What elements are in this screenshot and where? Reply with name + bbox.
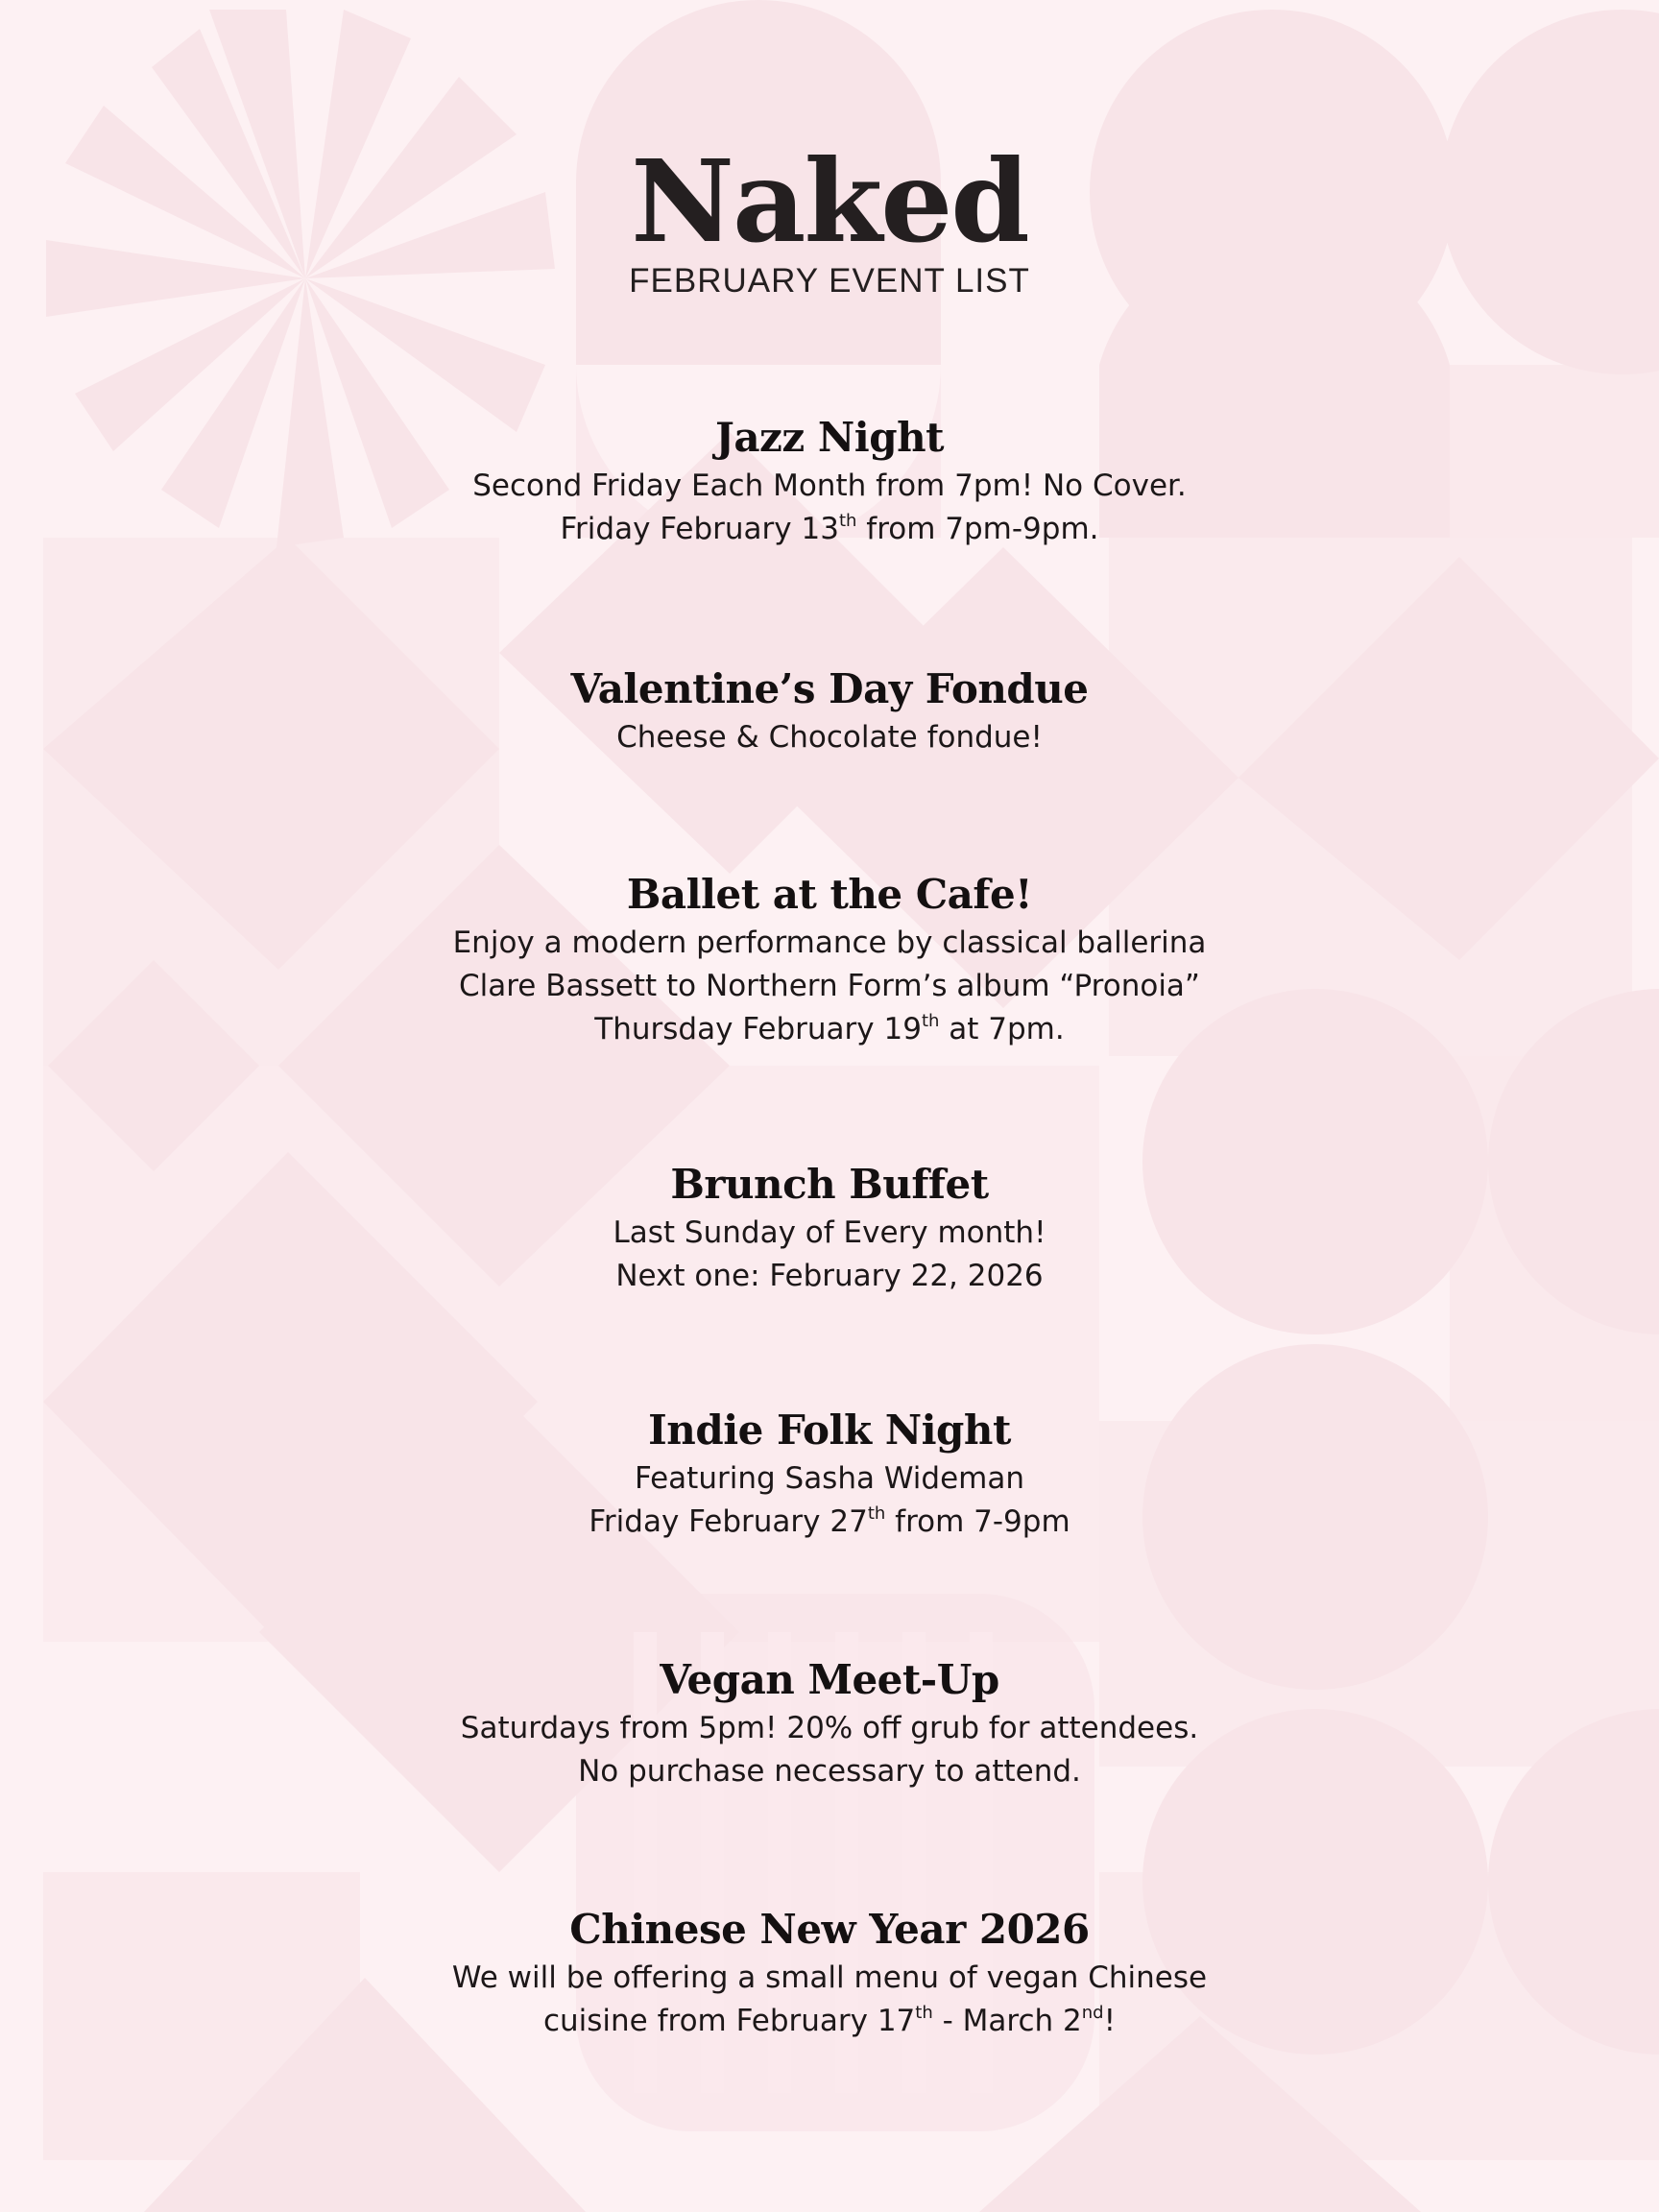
event-item	[0, 662, 1659, 759]
ordinal-suffix: th	[915, 2003, 933, 2023]
line-text: from 7pm-9pm.	[856, 512, 1099, 546]
event-description-line	[0, 1457, 1659, 1501]
event-description-line	[0, 508, 1659, 551]
event-title: Valentine’s Day Fondue	[570, 665, 1089, 712]
event-description-line	[0, 1957, 1659, 2000]
event-description-line	[0, 2000, 1659, 2043]
event-description-line	[0, 465, 1659, 508]
page-subtitle: FEBRUARY EVENT LIST	[629, 262, 1030, 300]
ordinal-suffix: th	[867, 1503, 886, 1524]
line-text: Thursday February 19	[594, 1012, 922, 1046]
event-item	[0, 1404, 1659, 1544]
event-title: Chinese New Year 2026	[569, 1906, 1090, 1953]
ordinal-suffix: th	[838, 511, 857, 531]
event-title: Jazz Night	[714, 414, 945, 461]
line-text: !	[1103, 2004, 1117, 2038]
event-description-line	[0, 1255, 1659, 1298]
event-description-line	[0, 1707, 1659, 1750]
line-text: Next one: February 22, 2026	[615, 1259, 1044, 1293]
event-title: Ballet at the Cafe!	[626, 871, 1033, 918]
line-text: - March 2	[932, 2004, 1082, 2038]
event-description-line	[0, 1501, 1659, 1544]
line-text: Featuring Sasha Wideman	[634, 1461, 1025, 1496]
line-text: Last Sunday of Every month!	[613, 1215, 1046, 1250]
event-description-line	[0, 922, 1659, 965]
line-text: No purchase necessary to attend.	[578, 1754, 1081, 1789]
event-item	[0, 1158, 1659, 1298]
line-text: We will be offering a small menu of vegan Chinese	[451, 1960, 1208, 1995]
line-text: Cheese & Chocolate fondue!	[616, 720, 1043, 755]
brand-logo: Naked	[631, 134, 1028, 268]
line-text: Clare Bassett to Northern Form’s album “Pronoia”	[458, 969, 1200, 1003]
event-title: Indie Folk Night	[648, 1407, 1011, 1454]
line-text: at 7pm.	[939, 1012, 1065, 1046]
line-text: Second Friday Each Month from 7pm! No Cover.	[472, 469, 1187, 503]
line-text: cuisine from February 17	[542, 2004, 916, 2038]
event-description-line	[0, 1008, 1659, 1051]
event-item	[0, 411, 1659, 551]
event-item	[0, 1653, 1659, 1793]
event-description-line	[0, 1750, 1659, 1793]
ordinal-suffix: nd	[1081, 2003, 1104, 2023]
line-text: Friday February 27	[589, 1504, 868, 1539]
event-title: Brunch Buffet	[670, 1161, 989, 1208]
ordinal-suffix: th	[921, 1011, 940, 1031]
line-text: Friday February 13	[560, 512, 839, 546]
line-text: Saturdays from 5pm! 20% off grub for attendees.	[460, 1711, 1199, 1745]
event-item	[0, 1903, 1659, 2043]
event-title: Vegan Meet-Up	[660, 1656, 999, 1703]
event-description-line	[0, 716, 1659, 759]
event-item	[0, 868, 1659, 1051]
line-text: Enjoy a modern performance by classical ballerina	[452, 926, 1207, 960]
event-description-line	[0, 965, 1659, 1008]
event-description-line	[0, 1212, 1659, 1255]
line-text: from 7-9pm	[885, 1504, 1070, 1539]
